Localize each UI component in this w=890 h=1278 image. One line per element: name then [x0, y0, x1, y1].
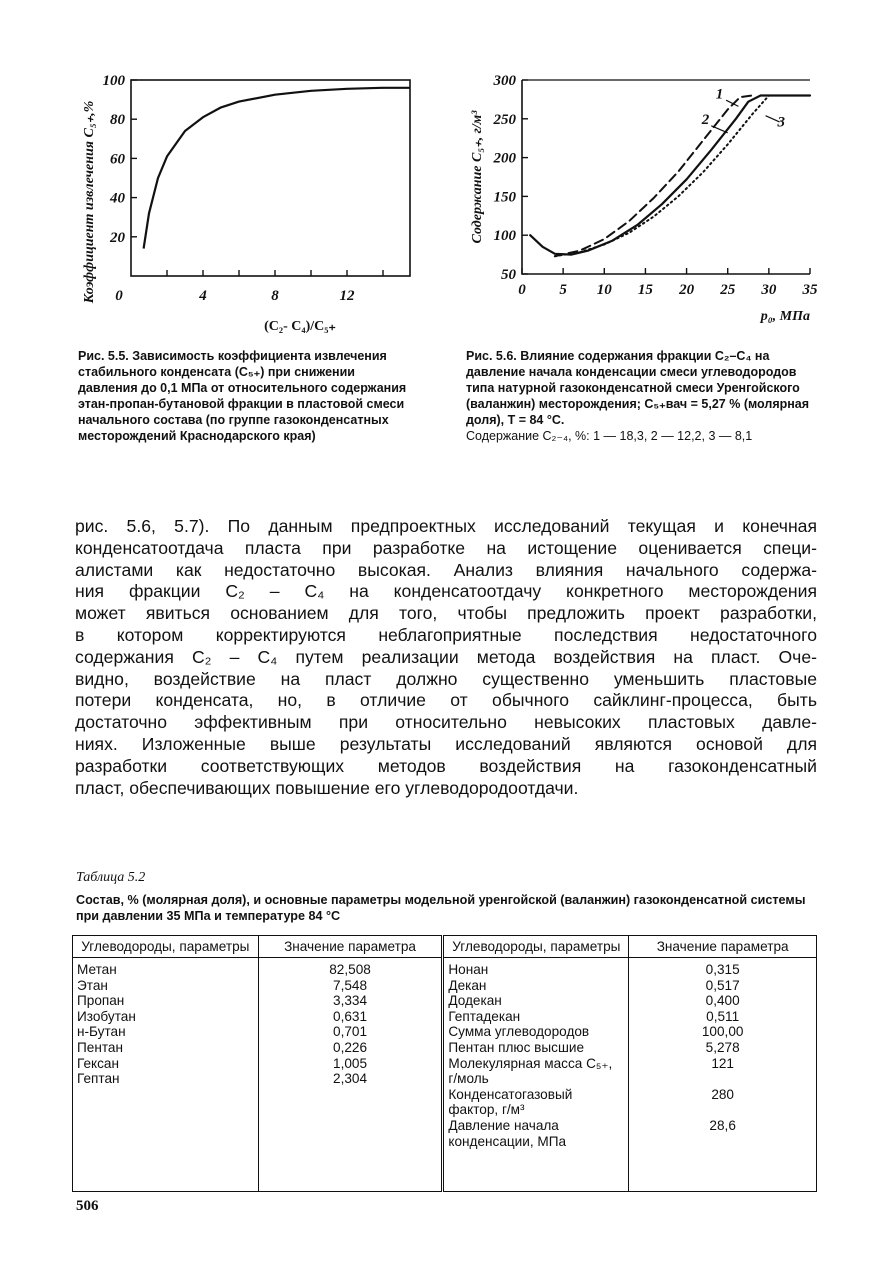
fig56-xtick-label: 25 [720, 282, 736, 298]
fig56-xtick-label: 10 [596, 282, 612, 298]
fig56-curve-2 [530, 96, 810, 255]
fig56-curve-label: 2 [701, 112, 710, 129]
left-values-cell [258, 958, 443, 1192]
fig56-caption [466, 348, 816, 444]
table-param-value: 100,00 [701, 1024, 744, 1040]
fig55-ytick-label: 40 [110, 190, 125, 207]
body-line: потери конденсата, но, в отличие от обычного сайклинг-процесса, быть [75, 690, 817, 711]
table-param-value: 0,701 [333, 1024, 368, 1040]
fig55-xtick-label: 8 [271, 288, 279, 304]
table-param-value: 0,631 [333, 1008, 368, 1024]
fig55-caption-text: Рис. 5.5. Зависимость коэффициента извлечения стабильного конденсата (C₅₊) при снижении давления до 0,1 МПа от относительного содержания этан-пропан-бутановой фракции в пластовой смеси начального состава (по группе газоконденсатных месторождений Краснодарского края) [78, 349, 407, 443]
fig56-xtick-label: 0 [518, 282, 526, 298]
fig56-ytick-label: 50 [501, 267, 516, 283]
table-param-name: Этан [77, 977, 108, 993]
table-param-name: Декан [448, 977, 487, 993]
fig56-ytick-label: 300 [493, 73, 516, 89]
fig56-curve-label: 1 [715, 86, 724, 103]
fig56-ytick-label: 100 [493, 228, 516, 245]
table-param-value: 0,315 [705, 962, 740, 977]
fig55-caption [78, 348, 414, 444]
table-param-name: Сумма углеводородов [448, 1024, 590, 1040]
fig56-xtick-label: 5 [559, 282, 567, 298]
table-param-name: Гептан [77, 1071, 120, 1087]
right-values-cell [629, 958, 817, 1192]
header-left-value: Значение параметра [258, 936, 443, 958]
table-param-value: 1,005 [333, 1055, 368, 1071]
table-param-value: 0,517 [705, 977, 740, 993]
body-line: алистами как недостаточно высокая. Анализ влияния начального содержа- [75, 559, 817, 580]
table-header-row [73, 936, 817, 958]
table-param-name: Пентан [77, 1039, 123, 1055]
page-number: 506 [76, 1198, 99, 1214]
fig56-axes-lines [522, 80, 810, 274]
fig55-ylabel: Коэффициент извлечения C₅₊,% [82, 100, 97, 304]
body-paragraph [75, 516, 817, 799]
figure-5-5 [70, 62, 430, 342]
table-param-value: 5,278 [705, 1039, 740, 1055]
body-line: видно, воздействие на пласт должно существенно уменьшить пластовые [75, 668, 817, 689]
body-line: в котором корректируются неблагоприятные последствия недостаточного [75, 624, 817, 645]
fig56-ylabel: Содержание C₅₊, г/м³ [470, 110, 485, 244]
header-left-param: Углеводороды, параметры [73, 936, 259, 958]
table-param-name: Изобутан [77, 1008, 136, 1024]
body-line: может явиться основанием для того, чтобы предложить проект разработки, [75, 603, 817, 624]
table-param-value: 0,511 [706, 1008, 740, 1024]
fig55-plot-frame [131, 80, 410, 276]
fig56-curve-label: 3 [777, 114, 785, 131]
fig55-ytick-label: 60 [110, 151, 125, 168]
fig55-ytick-label: 100 [102, 73, 125, 89]
fig55-xtick-label: 0 [115, 288, 123, 304]
fig56-curve-1 [555, 96, 753, 257]
table-param-value: 2,304 [333, 1071, 368, 1087]
right-params-cell [443, 958, 629, 1192]
body-line: рис. 5.6, 5.7). По данным предпроектных исследований текущая и конечная [75, 516, 817, 536]
body-line: ния фракции C₂ – C₄ на конденсатоотдачу конкретного месторождения [75, 581, 817, 602]
table-param-value: 280 [711, 1086, 734, 1102]
header-right-param: Углеводороды, параметры [443, 936, 629, 958]
table-body-row [73, 958, 817, 1192]
table-param-name: Пентан плюс высшие [448, 1039, 585, 1055]
fig56-ytick-label: 150 [493, 189, 516, 206]
composition-table [72, 935, 817, 1192]
fig55-ytick-label: 80 [110, 112, 125, 129]
fig55-ytick-label: 20 [110, 229, 125, 246]
body-line: конденсатоотдача пласта при разработке на истощение оценивается специ- [75, 537, 817, 558]
fig55-recovery-curve [144, 88, 410, 249]
fig56-ytick-label: 250 [493, 111, 516, 128]
table-param-name: Нонан [448, 962, 489, 977]
body-line: разработки соответствующих методов воздействия на газоконденсатный [75, 755, 817, 776]
table-5-2 [72, 935, 817, 1192]
fig56-ytick-label: 200 [493, 150, 516, 167]
table-param-name: Пропан [77, 993, 125, 1009]
fig56-xtick-label: 20 [679, 282, 695, 298]
left-params-cell [73, 958, 259, 1192]
table-param-name: Додекан [448, 993, 502, 1009]
fig56-xtick-label: 15 [637, 282, 653, 298]
table-param-value: 121 [711, 1055, 734, 1071]
fig56-xtick-label: 30 [761, 282, 777, 298]
table-param-name: Давление начала конденсации, МПа [448, 1117, 567, 1149]
fig56-xlabel: p₀, МПа [760, 309, 810, 324]
fig55-xlabel: (C₂- C₄)/C₅₊ [264, 319, 336, 334]
table-param-value: 7,548 [333, 977, 368, 993]
body-line: достаточно эффективным при относительно невысоких пластовых давле- [75, 712, 817, 733]
body-line: пласт, обеспечивающих повышение его углеводородоотдачи. [75, 777, 579, 798]
body-line: ниях. Изложенные выше результаты исследований являются основой для [75, 733, 817, 754]
table-param-name: Гексан [77, 1055, 119, 1071]
table-param-value: 3,334 [333, 993, 368, 1009]
table-number: Таблица 5.2 [76, 870, 146, 885]
table-param-name: Метан [77, 962, 117, 977]
fig55-xtick-label: 4 [199, 288, 207, 304]
fig56-curve-leader [711, 126, 727, 133]
table-param-name: Молекулярная масса C₅₊, г/моль [448, 1055, 613, 1087]
table-param-name: н-Бутан [77, 1024, 126, 1040]
fig56-caption-legend: Содержание C₂₋₄, %: 1 — 18,3, 2 — 12,2, 3 — 8,1 [466, 429, 753, 443]
table-param-value: 82,508 [329, 962, 371, 977]
figure-5-6 [460, 62, 820, 342]
table-param-value: 0,226 [333, 1039, 368, 1055]
header-right-value: Значение параметра [629, 936, 817, 958]
fig56-caption-text: Рис. 5.6. Влияние содержания фракции C₂–C₄ на давление начала конденсации смеси углеводородов типа натурной газоконденсатной смеси Уренгойского (валанжин) месторождения; C₅₊вач = 5,27 % (молярная доля), T = 84 °C. [466, 349, 810, 427]
table-param-name: Конденсатогазовый фактор, г/м³ [448, 1086, 573, 1118]
fig55-xtick-label: 12 [339, 288, 355, 304]
table-title: Состав, % (молярная доля), и основные параметры модельной уренгойской (валанжин) газоконденсатной системы при давлении 35 МПа и температуре 84 °C [76, 893, 806, 923]
table-param-value: 28,6 [709, 1117, 736, 1133]
body-line: содержания C₂ – C₄ путем реализации метода воздействия на пласт. Оче- [75, 646, 817, 667]
fig56-curve-3 [555, 96, 769, 257]
table-param-value: 0,400 [705, 993, 740, 1009]
table-param-name: Гептадекан [448, 1008, 521, 1024]
fig56-xtick-label: 35 [802, 282, 818, 298]
